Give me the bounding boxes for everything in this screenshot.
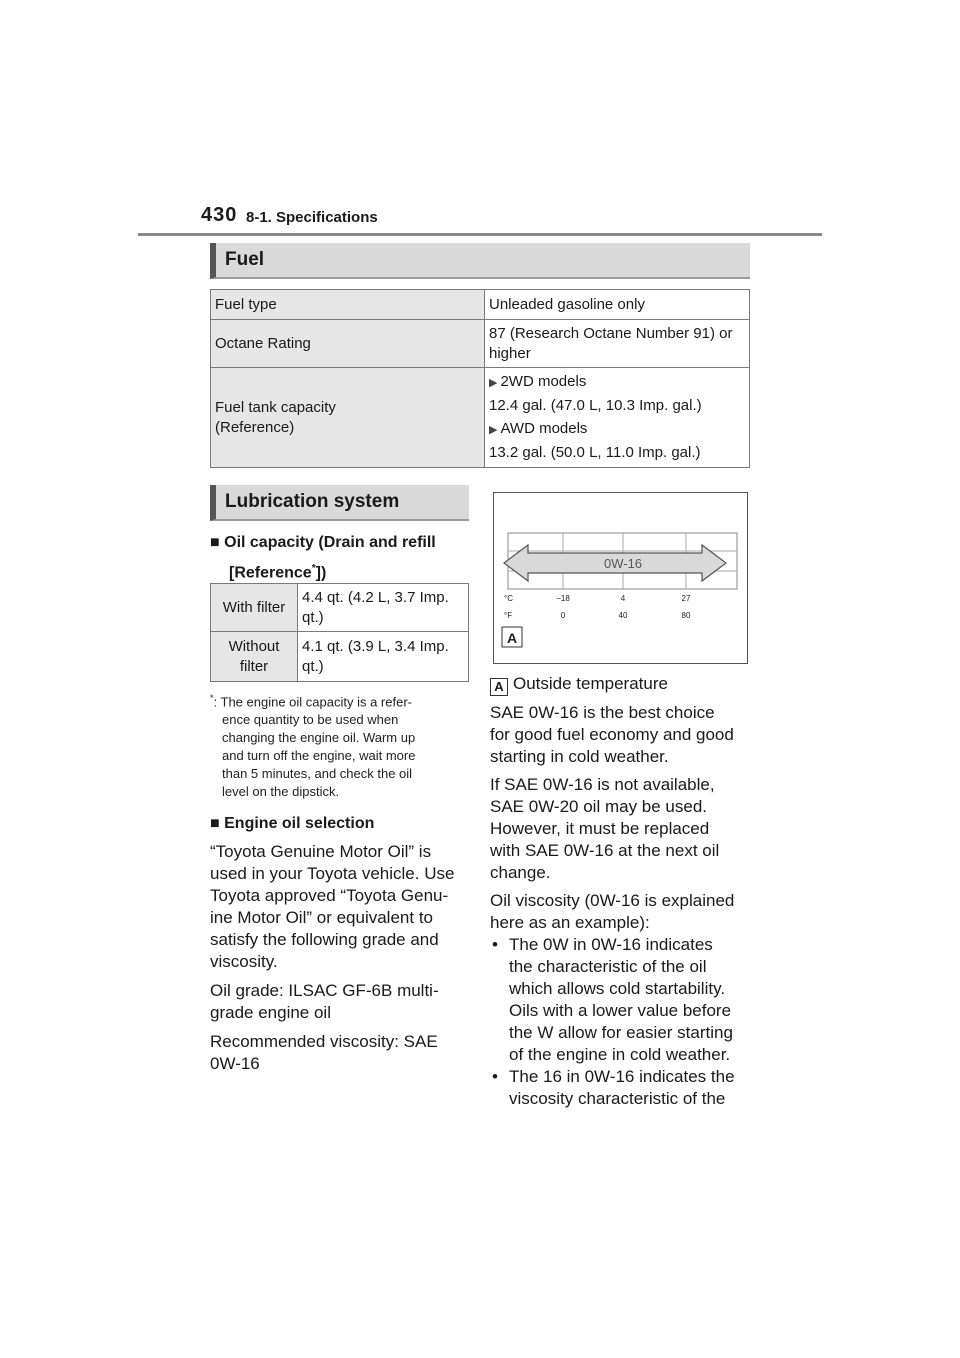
bullet-line: which allows cold startability.: [509, 979, 726, 998]
fuel-type-label: Fuel type: [211, 290, 485, 320]
capacity-awd: 13.2 gal. (50.0 L, 11.0 Imp. gal.): [489, 444, 701, 461]
without-filter-value-line: 4.1 qt. (3.9 L, 3.4 Imp.: [302, 637, 449, 655]
paragraph-line: “Toyota Genuine Motor Oil” is: [210, 842, 432, 861]
model-awd: [489, 419, 745, 440]
engine-oil-paragraph: [210, 841, 472, 1075]
bullet-line: viscosity characteristic of the: [509, 1089, 726, 1108]
footnote-text: : The engine oil capacity is a refer-: [213, 694, 412, 710]
fuel-heading: Fuel: [210, 243, 750, 279]
header-rule: [138, 233, 822, 236]
paragraph-line: If SAE 0W-16 is not available,: [490, 775, 715, 794]
tank-label-line: Fuel tank capacity: [215, 398, 336, 416]
footnote-line: ence quantity to be used when: [222, 712, 399, 728]
oil-grade-line: Oil grade: ILSAC GF-6B multi-: [210, 981, 439, 1000]
square-bullet-icon: ■: [210, 815, 220, 832]
footnote-line: and turn off the engine, wait more: [222, 748, 416, 764]
oil-capacity-heading-text: ]): [315, 564, 327, 582]
figure-legend: [490, 673, 752, 696]
with-filter-value-line: qt.): [302, 608, 324, 626]
without-filter-value-line: qt.): [302, 657, 324, 675]
celsius-tick: 4: [620, 594, 626, 603]
fuel-type-value: Unleaded gasoline only: [485, 290, 750, 320]
fahrenheit-unit: °F: [504, 611, 513, 620]
fuel-table: [210, 289, 750, 468]
model-awd-label: AWD models: [500, 420, 588, 437]
tank-label: [211, 368, 485, 468]
paragraph-line: change.: [490, 863, 551, 882]
oil-capacity-table: [210, 583, 469, 682]
footnote: [210, 689, 466, 801]
section-title: 8-1. Specifications: [246, 209, 378, 226]
square-bullet-icon: ■: [210, 534, 220, 551]
octane-value-line: 87 (Research Octane Number 91) or: [489, 324, 733, 342]
capacity-2wd: 12.4 gal. (47.0 L, 10.3 Imp. gal.): [489, 397, 702, 414]
table-row: [211, 290, 750, 320]
paragraph-line: SAE 0W-16 is the best choice: [490, 703, 715, 722]
paragraph-line: with SAE 0W-16 at the next oil: [490, 841, 720, 860]
fahrenheit-tick: 40: [618, 611, 628, 620]
without-filter-label: [211, 632, 298, 682]
octane-value: [485, 320, 750, 368]
right-column: [490, 673, 752, 1110]
recommended-viscosity-line: 0W-16: [210, 1054, 260, 1073]
recommended-viscosity-line: Recommended viscosity: SAE: [210, 1032, 438, 1051]
bullet-line: the characteristic of the oil: [509, 957, 707, 976]
table-row: [211, 320, 750, 368]
footnote-line: [210, 689, 466, 711]
paragraph-line: ine Motor Oil” or equivalent to: [210, 908, 433, 927]
paragraph-line: viscosity.: [210, 952, 278, 971]
bullet-item: [490, 934, 752, 1066]
without-filter-label-line: filter: [239, 657, 269, 675]
footnote-line: changing the engine oil. Warm up: [222, 730, 416, 746]
band-label: 0W-16: [603, 556, 643, 571]
paragraph-line: here as an example):: [490, 913, 650, 932]
table-row: [211, 368, 750, 468]
bullet-line: the W allow for easier starting: [509, 1023, 733, 1042]
bullet-item: [490, 1066, 752, 1110]
figure-badge: A: [506, 630, 518, 646]
celsius-unit: °C: [504, 594, 513, 603]
table-row: [211, 632, 469, 682]
model-2wd-label: 2WD models: [500, 373, 587, 390]
with-filter-label: With filter: [211, 584, 298, 632]
viscosity-chart-svg: [494, 493, 747, 663]
oil-capacity-heading-text: [Reference: [229, 564, 312, 582]
viscosity-figure: [493, 492, 748, 664]
footnote-mark: *: [210, 693, 214, 703]
fahrenheit-tick: 80: [681, 611, 691, 620]
bullet-icon: •: [492, 935, 498, 954]
oil-capacity-heading-line: [210, 556, 436, 586]
footnote-mark: *: [311, 563, 316, 574]
footnote-line: than 5 minutes, and check the oil: [222, 766, 413, 782]
footnote-line: level on the dipstick.: [222, 784, 340, 800]
paragraph-line: Toyota approved “Toyota Genu-: [210, 886, 449, 905]
oil-grade-line: grade engine oil: [210, 1003, 331, 1022]
without-filter-label-line: Without: [228, 637, 280, 655]
bullet-line: of the engine in cold weather.: [509, 1045, 731, 1064]
paragraph-line: starting in cold weather.: [490, 747, 669, 766]
paragraph-line: However, it must be replaced: [490, 819, 710, 838]
oil-capacity-heading-line: [210, 530, 436, 556]
bullet-line: The 16 in 0W-16 indicates the: [509, 1067, 735, 1086]
legend-text: Outside temperature: [513, 674, 668, 693]
triangle-right-icon: ▶: [489, 377, 498, 389]
paragraph-line: Oil viscosity (0W-16 is explained: [490, 891, 735, 910]
bullet-line: The 0W in 0W-16 indicates: [509, 935, 713, 954]
paragraph-line: satisfy the following grade and: [210, 930, 439, 949]
engine-oil-heading: [210, 813, 374, 835]
page-number: 430: [201, 204, 238, 226]
paragraph-line: SAE 0W-20 oil may be used.: [490, 797, 708, 816]
lubrication-heading: Lubrication system: [210, 485, 469, 521]
bullet-icon: •: [492, 1067, 498, 1086]
tank-label-line: (Reference): [215, 418, 295, 436]
legend-badge: A: [490, 678, 508, 696]
celsius-tick: −18: [556, 594, 570, 603]
table-row: [211, 584, 469, 632]
tank-value: [485, 368, 750, 468]
with-filter-value-line: 4.4 qt. (4.2 L, 3.7 Imp.: [302, 588, 449, 606]
triangle-right-icon: ▶: [489, 424, 498, 436]
without-filter-value: [298, 632, 469, 682]
paragraph-line: used in your Toyota vehicle. Use: [210, 864, 455, 883]
model-2wd: [489, 372, 745, 393]
paragraph-line: for good fuel economy and good: [490, 725, 734, 744]
oil-capacity-heading: [210, 530, 436, 586]
fahrenheit-tick: 0: [560, 611, 566, 620]
with-filter-value: [298, 584, 469, 632]
octane-label: Octane Rating: [211, 320, 485, 368]
oil-capacity-heading-text: Oil capacity (Drain and refill: [224, 534, 436, 551]
octane-value-line: higher: [489, 344, 531, 362]
celsius-tick: 27: [681, 594, 691, 603]
bullet-line: Oils with a lower value before: [509, 1001, 732, 1020]
engine-oil-heading-text: Engine oil selection: [224, 815, 375, 832]
